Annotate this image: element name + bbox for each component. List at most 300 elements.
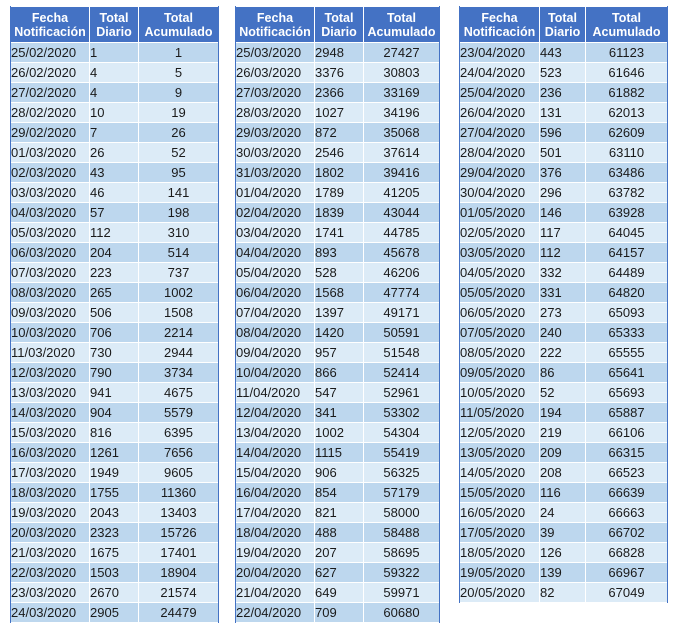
- cell-total-diario: 816: [90, 423, 139, 443]
- cell-total-acumulado: 13403: [139, 503, 219, 523]
- table-row: [236, 543, 440, 563]
- cell-total-acumulado: 9: [139, 83, 219, 103]
- cell-total-acumulado: 58488: [364, 523, 440, 543]
- cell-total-acumulado: 64045: [586, 223, 668, 243]
- cell-fecha: 10/05/2020: [460, 383, 540, 403]
- cell-total-acumulado: 61123: [586, 43, 668, 63]
- cell-total-diario: 112: [90, 223, 139, 243]
- cell-total-acumulado: 63486: [586, 163, 668, 183]
- cell-total-acumulado: 4675: [139, 383, 219, 403]
- cell-total-acumulado: 66523: [586, 463, 668, 483]
- table-border-line: [667, 6, 668, 603]
- cell-fecha: 30/03/2020: [236, 143, 315, 163]
- cell-fecha: 13/05/2020: [460, 443, 540, 463]
- cell-total-diario: 117: [540, 223, 586, 243]
- cell-fecha: 09/05/2020: [460, 363, 540, 383]
- cell-total-acumulado: 1002: [139, 283, 219, 303]
- cell-total-acumulado: 64157: [586, 243, 668, 263]
- cell-fecha: 10/04/2020: [236, 363, 315, 383]
- table-row: [11, 603, 219, 623]
- cell-fecha: 18/03/2020: [11, 483, 90, 503]
- table-row: [460, 443, 668, 463]
- cell-fecha: 02/05/2020: [460, 223, 540, 243]
- cell-fecha: 02/04/2020: [236, 203, 315, 223]
- cell-total-acumulado: 5579: [139, 403, 219, 423]
- cell-total-diario: 207: [315, 543, 364, 563]
- table-row: [11, 363, 219, 383]
- cell-total-acumulado: 65093: [586, 303, 668, 323]
- table-row: [460, 543, 668, 563]
- cell-total-acumulado: 52414: [364, 363, 440, 383]
- header-total-diario: Total Diario: [90, 7, 139, 43]
- table-row: [11, 103, 219, 123]
- table-row: [11, 163, 219, 183]
- table-row: [460, 43, 668, 63]
- cell-total-diario: 4: [90, 83, 139, 103]
- table-row: [460, 103, 668, 123]
- cell-fecha: 06/05/2020: [460, 303, 540, 323]
- cell-total-acumulado: 66106: [586, 423, 668, 443]
- cell-total-diario: 204: [90, 243, 139, 263]
- cell-total-acumulado: 57179: [364, 483, 440, 503]
- cell-total-acumulado: 63110: [586, 143, 668, 163]
- cell-fecha: 28/04/2020: [460, 143, 540, 163]
- cell-fecha: 20/03/2020: [11, 523, 90, 543]
- cell-total-acumulado: 44785: [364, 223, 440, 243]
- cell-total-acumulado: 49171: [364, 303, 440, 323]
- cell-total-acumulado: 15726: [139, 523, 219, 543]
- cell-total-diario: 240: [540, 323, 586, 343]
- cell-total-acumulado: 19: [139, 103, 219, 123]
- cell-total-diario: 1027: [315, 103, 364, 123]
- cell-total-acumulado: 59322: [364, 563, 440, 583]
- cases-table-3: [459, 6, 668, 603]
- table-row: [460, 283, 668, 303]
- table-border-line: [439, 6, 440, 623]
- cell-total-diario: 709: [315, 603, 364, 623]
- table-row: [460, 143, 668, 163]
- cell-total-acumulado: 198: [139, 203, 219, 223]
- cell-total-diario: 57: [90, 203, 139, 223]
- cell-total-diario: 222: [540, 343, 586, 363]
- cell-total-diario: 1802: [315, 163, 364, 183]
- cell-total-diario: 501: [540, 143, 586, 163]
- cell-fecha: 06/03/2020: [11, 243, 90, 263]
- cell-total-diario: 2366: [315, 83, 364, 103]
- cell-fecha: 07/03/2020: [11, 263, 90, 283]
- cell-total-acumulado: 17401: [139, 543, 219, 563]
- cell-fecha: 20/05/2020: [460, 583, 540, 603]
- cell-total-diario: 1: [90, 43, 139, 63]
- cell-total-diario: 43: [90, 163, 139, 183]
- cell-total-acumulado: 66663: [586, 503, 668, 523]
- table-row: [460, 183, 668, 203]
- cell-total-diario: 2323: [90, 523, 139, 543]
- cell-total-acumulado: 141: [139, 183, 219, 203]
- cell-fecha: 01/04/2020: [236, 183, 315, 203]
- cell-total-diario: 1568: [315, 283, 364, 303]
- table-row: [236, 563, 440, 583]
- cell-total-acumulado: 34196: [364, 103, 440, 123]
- table-row: [236, 223, 440, 243]
- cell-total-diario: 547: [315, 383, 364, 403]
- cell-total-diario: 86: [540, 363, 586, 383]
- cell-total-acumulado: 95: [139, 163, 219, 183]
- cell-total-acumulado: 50591: [364, 323, 440, 343]
- table-border-line: [235, 6, 236, 623]
- cell-total-diario: 627: [315, 563, 364, 583]
- cell-total-acumulado: 41205: [364, 183, 440, 203]
- table-row: [460, 163, 668, 183]
- cell-fecha: 26/02/2020: [11, 63, 90, 83]
- cell-total-diario: 219: [540, 423, 586, 443]
- table-row: [236, 263, 440, 283]
- cell-total-diario: 506: [90, 303, 139, 323]
- table-row: [11, 323, 219, 343]
- cell-total-acumulado: 18904: [139, 563, 219, 583]
- cell-total-diario: 1261: [90, 443, 139, 463]
- cell-total-diario: 941: [90, 383, 139, 403]
- cell-total-acumulado: 5: [139, 63, 219, 83]
- cell-fecha: 16/03/2020: [11, 443, 90, 463]
- table-row: [11, 383, 219, 403]
- cell-fecha: 21/04/2020: [236, 583, 315, 603]
- table-row: [236, 163, 440, 183]
- cell-fecha: 23/04/2020: [460, 43, 540, 63]
- cell-total-acumulado: 1508: [139, 303, 219, 323]
- table-row: [236, 423, 440, 443]
- table-row: [11, 523, 219, 543]
- table-row: [11, 483, 219, 503]
- table-row: [11, 303, 219, 323]
- header-total-acumulado: Total Acumulado: [364, 7, 440, 43]
- cell-total-diario: 146: [540, 203, 586, 223]
- table-row: [460, 583, 668, 603]
- cell-fecha: 28/02/2020: [11, 103, 90, 123]
- cell-total-diario: 1675: [90, 543, 139, 563]
- cell-total-diario: 706: [90, 323, 139, 343]
- table-row: [11, 223, 219, 243]
- table-row: [236, 503, 440, 523]
- cell-total-diario: 2948: [315, 43, 364, 63]
- cell-total-diario: 866: [315, 363, 364, 383]
- cell-total-diario: 2546: [315, 143, 364, 163]
- cell-fecha: 17/04/2020: [236, 503, 315, 523]
- cell-fecha: 04/03/2020: [11, 203, 90, 223]
- cell-total-diario: 331: [540, 283, 586, 303]
- table-row: [11, 563, 219, 583]
- cell-total-diario: 112: [540, 243, 586, 263]
- cell-total-acumulado: 66967: [586, 563, 668, 583]
- cell-total-acumulado: 1: [139, 43, 219, 63]
- table-row: [11, 443, 219, 463]
- header-row: [460, 7, 668, 43]
- cell-fecha: 13/04/2020: [236, 423, 315, 443]
- table-row: [11, 83, 219, 103]
- cases-table-2: [235, 6, 440, 623]
- cell-fecha: 09/03/2020: [11, 303, 90, 323]
- cell-fecha: 19/03/2020: [11, 503, 90, 523]
- table-row: [236, 463, 440, 483]
- table-row: [236, 203, 440, 223]
- cell-total-diario: 2905: [90, 603, 139, 623]
- table-row: [11, 403, 219, 423]
- cell-total-diario: 523: [540, 63, 586, 83]
- table-row: [460, 203, 668, 223]
- cell-total-diario: 1949: [90, 463, 139, 483]
- cell-fecha: 17/05/2020: [460, 523, 540, 543]
- cell-total-diario: 1397: [315, 303, 364, 323]
- table-row: [236, 83, 440, 103]
- table-border-line: [218, 6, 219, 623]
- header-row: [11, 7, 219, 43]
- cell-fecha: 12/04/2020: [236, 403, 315, 423]
- table-row: [460, 503, 668, 523]
- table-row: [460, 263, 668, 283]
- table-row: [11, 583, 219, 603]
- cell-total-diario: 596: [540, 123, 586, 143]
- table-row: [236, 403, 440, 423]
- table-row: [460, 323, 668, 343]
- cell-total-diario: 209: [540, 443, 586, 463]
- table-row: [460, 363, 668, 383]
- table-row: [236, 143, 440, 163]
- cell-fecha: 23/03/2020: [11, 583, 90, 603]
- cell-total-diario: 904: [90, 403, 139, 423]
- cell-fecha: 15/03/2020: [11, 423, 90, 443]
- cell-total-acumulado: 43044: [364, 203, 440, 223]
- header-row: [236, 7, 440, 43]
- cell-fecha: 14/03/2020: [11, 403, 90, 423]
- table-row: [460, 63, 668, 83]
- table-row: [236, 363, 440, 383]
- cases-table-1: [10, 6, 219, 623]
- table-row: [236, 583, 440, 603]
- cell-total-acumulado: 56325: [364, 463, 440, 483]
- cell-total-diario: 2670: [90, 583, 139, 603]
- table-row: [236, 343, 440, 363]
- cell-total-acumulado: 61882: [586, 83, 668, 103]
- cell-total-acumulado: 65887: [586, 403, 668, 423]
- cell-total-acumulado: 62609: [586, 123, 668, 143]
- cell-total-diario: 131: [540, 103, 586, 123]
- cell-fecha: 11/04/2020: [236, 383, 315, 403]
- cell-fecha: 07/05/2020: [460, 323, 540, 343]
- cell-total-acumulado: 55419: [364, 443, 440, 463]
- cell-fecha: 24/04/2020: [460, 63, 540, 83]
- cell-total-diario: 854: [315, 483, 364, 503]
- table-row: [11, 503, 219, 523]
- cell-fecha: 22/03/2020: [11, 563, 90, 583]
- table-row: [460, 463, 668, 483]
- cell-total-diario: 332: [540, 263, 586, 283]
- cell-total-diario: 730: [90, 343, 139, 363]
- cell-total-acumulado: 66315: [586, 443, 668, 463]
- table-row: [460, 423, 668, 443]
- cell-total-acumulado: 2214: [139, 323, 219, 343]
- cell-fecha: 08/05/2020: [460, 343, 540, 363]
- cell-total-acumulado: 66639: [586, 483, 668, 503]
- cell-fecha: 04/04/2020: [236, 243, 315, 263]
- cell-total-acumulado: 61646: [586, 63, 668, 83]
- header-fecha: Fecha Notificación: [460, 7, 540, 43]
- cell-total-diario: 376: [540, 163, 586, 183]
- cell-fecha: 15/05/2020: [460, 483, 540, 503]
- cell-total-diario: 223: [90, 263, 139, 283]
- cell-fecha: 14/05/2020: [460, 463, 540, 483]
- table-row: [11, 423, 219, 443]
- cell-total-diario: 1115: [315, 443, 364, 463]
- cell-total-acumulado: 65641: [586, 363, 668, 383]
- cell-total-acumulado: 24479: [139, 603, 219, 623]
- cell-fecha: 01/05/2020: [460, 203, 540, 223]
- cell-total-acumulado: 63928: [586, 203, 668, 223]
- cell-total-diario: 957: [315, 343, 364, 363]
- cell-fecha: 26/03/2020: [236, 63, 315, 83]
- cell-fecha: 21/03/2020: [11, 543, 90, 563]
- cell-total-diario: 1755: [90, 483, 139, 503]
- table-row: [460, 483, 668, 503]
- cell-total-acumulado: 21574: [139, 583, 219, 603]
- cell-total-diario: 906: [315, 463, 364, 483]
- cell-fecha: 29/02/2020: [11, 123, 90, 143]
- table-row: [236, 63, 440, 83]
- table-row: [236, 443, 440, 463]
- cell-fecha: 01/03/2020: [11, 143, 90, 163]
- table-row: [236, 323, 440, 343]
- cell-total-diario: 236: [540, 83, 586, 103]
- cell-total-acumulado: 6395: [139, 423, 219, 443]
- cell-total-diario: 116: [540, 483, 586, 503]
- cell-total-acumulado: 3734: [139, 363, 219, 383]
- cell-total-diario: 208: [540, 463, 586, 483]
- cell-total-acumulado: 52961: [364, 383, 440, 403]
- cell-fecha: 11/03/2020: [11, 343, 90, 363]
- cell-total-acumulado: 47774: [364, 283, 440, 303]
- table-row: [236, 43, 440, 63]
- table-row: [11, 543, 219, 563]
- cell-fecha: 14/04/2020: [236, 443, 315, 463]
- cell-total-acumulado: 66702: [586, 523, 668, 543]
- cell-fecha: 03/03/2020: [11, 183, 90, 203]
- cell-total-diario: 341: [315, 403, 364, 423]
- table-row: [460, 403, 668, 423]
- cell-fecha: 06/04/2020: [236, 283, 315, 303]
- cell-total-diario: 1741: [315, 223, 364, 243]
- table-row: [460, 83, 668, 103]
- cell-fecha: 27/04/2020: [460, 123, 540, 143]
- cell-total-acumulado: 59971: [364, 583, 440, 603]
- table-border-line: [10, 6, 11, 623]
- cell-fecha: 08/04/2020: [236, 323, 315, 343]
- table-row: [11, 263, 219, 283]
- cell-total-diario: 10: [90, 103, 139, 123]
- table-row: [460, 523, 668, 543]
- table-row: [11, 183, 219, 203]
- table-row: [236, 103, 440, 123]
- cell-total-diario: 139: [540, 563, 586, 583]
- header-fecha: Fecha Notificación: [236, 7, 315, 43]
- cell-fecha: 10/03/2020: [11, 323, 90, 343]
- cell-total-acumulado: 66828: [586, 543, 668, 563]
- cell-fecha: 05/04/2020: [236, 263, 315, 283]
- cell-fecha: 17/03/2020: [11, 463, 90, 483]
- cell-fecha: 09/04/2020: [236, 343, 315, 363]
- header-fecha: Fecha Notificación: [11, 7, 90, 43]
- cell-fecha: 27/02/2020: [11, 83, 90, 103]
- table-row: [11, 123, 219, 143]
- cell-fecha: 13/03/2020: [11, 383, 90, 403]
- cell-total-acumulado: 51548: [364, 343, 440, 363]
- cell-total-acumulado: 7656: [139, 443, 219, 463]
- cell-fecha: 20/04/2020: [236, 563, 315, 583]
- table-row: [460, 383, 668, 403]
- table-row: [236, 523, 440, 543]
- cell-total-diario: 4: [90, 63, 139, 83]
- cell-total-acumulado: 35068: [364, 123, 440, 143]
- cell-total-diario: 1420: [315, 323, 364, 343]
- table-border-line: [459, 6, 460, 603]
- cell-total-acumulado: 52: [139, 143, 219, 163]
- cell-fecha: 19/05/2020: [460, 563, 540, 583]
- header-total-diario: Total Diario: [540, 7, 586, 43]
- cell-total-acumulado: 11360: [139, 483, 219, 503]
- table-row: [236, 283, 440, 303]
- cell-total-acumulado: 60680: [364, 603, 440, 623]
- cell-total-diario: 893: [315, 243, 364, 263]
- cell-total-diario: 26: [90, 143, 139, 163]
- cell-fecha: 19/04/2020: [236, 543, 315, 563]
- cell-total-acumulado: 67049: [586, 583, 668, 603]
- cell-total-acumulado: 310: [139, 223, 219, 243]
- cell-fecha: 29/04/2020: [460, 163, 540, 183]
- cell-total-diario: 273: [540, 303, 586, 323]
- cell-total-diario: 82: [540, 583, 586, 603]
- cell-total-diario: 52: [540, 383, 586, 403]
- cell-total-diario: 872: [315, 123, 364, 143]
- table-row: [460, 123, 668, 143]
- cell-total-acumulado: 9605: [139, 463, 219, 483]
- table-row: [236, 603, 440, 623]
- cell-total-diario: 3376: [315, 63, 364, 83]
- cell-fecha: 12/05/2020: [460, 423, 540, 443]
- table-row: [236, 383, 440, 403]
- cell-fecha: 08/03/2020: [11, 283, 90, 303]
- cell-total-acumulado: 62013: [586, 103, 668, 123]
- cell-total-acumulado: 65693: [586, 383, 668, 403]
- table-row: [460, 563, 668, 583]
- cell-total-acumulado: 30803: [364, 63, 440, 83]
- cell-fecha: 05/03/2020: [11, 223, 90, 243]
- cell-fecha: 15/04/2020: [236, 463, 315, 483]
- table-row: [11, 203, 219, 223]
- header-total-acumulado: Total Acumulado: [139, 7, 219, 43]
- cell-fecha: 28/03/2020: [236, 103, 315, 123]
- table-row: [460, 223, 668, 243]
- cell-total-diario: 443: [540, 43, 586, 63]
- table-row: [236, 303, 440, 323]
- cell-total-diario: 1002: [315, 423, 364, 443]
- cell-fecha: 25/04/2020: [460, 83, 540, 103]
- cell-fecha: 05/05/2020: [460, 283, 540, 303]
- table-row: [236, 243, 440, 263]
- cell-total-acumulado: 53302: [364, 403, 440, 423]
- cell-total-acumulado: 64820: [586, 283, 668, 303]
- cell-fecha: 02/03/2020: [11, 163, 90, 183]
- cell-total-acumulado: 27427: [364, 43, 440, 63]
- cell-fecha: 12/03/2020: [11, 363, 90, 383]
- cell-total-acumulado: 514: [139, 243, 219, 263]
